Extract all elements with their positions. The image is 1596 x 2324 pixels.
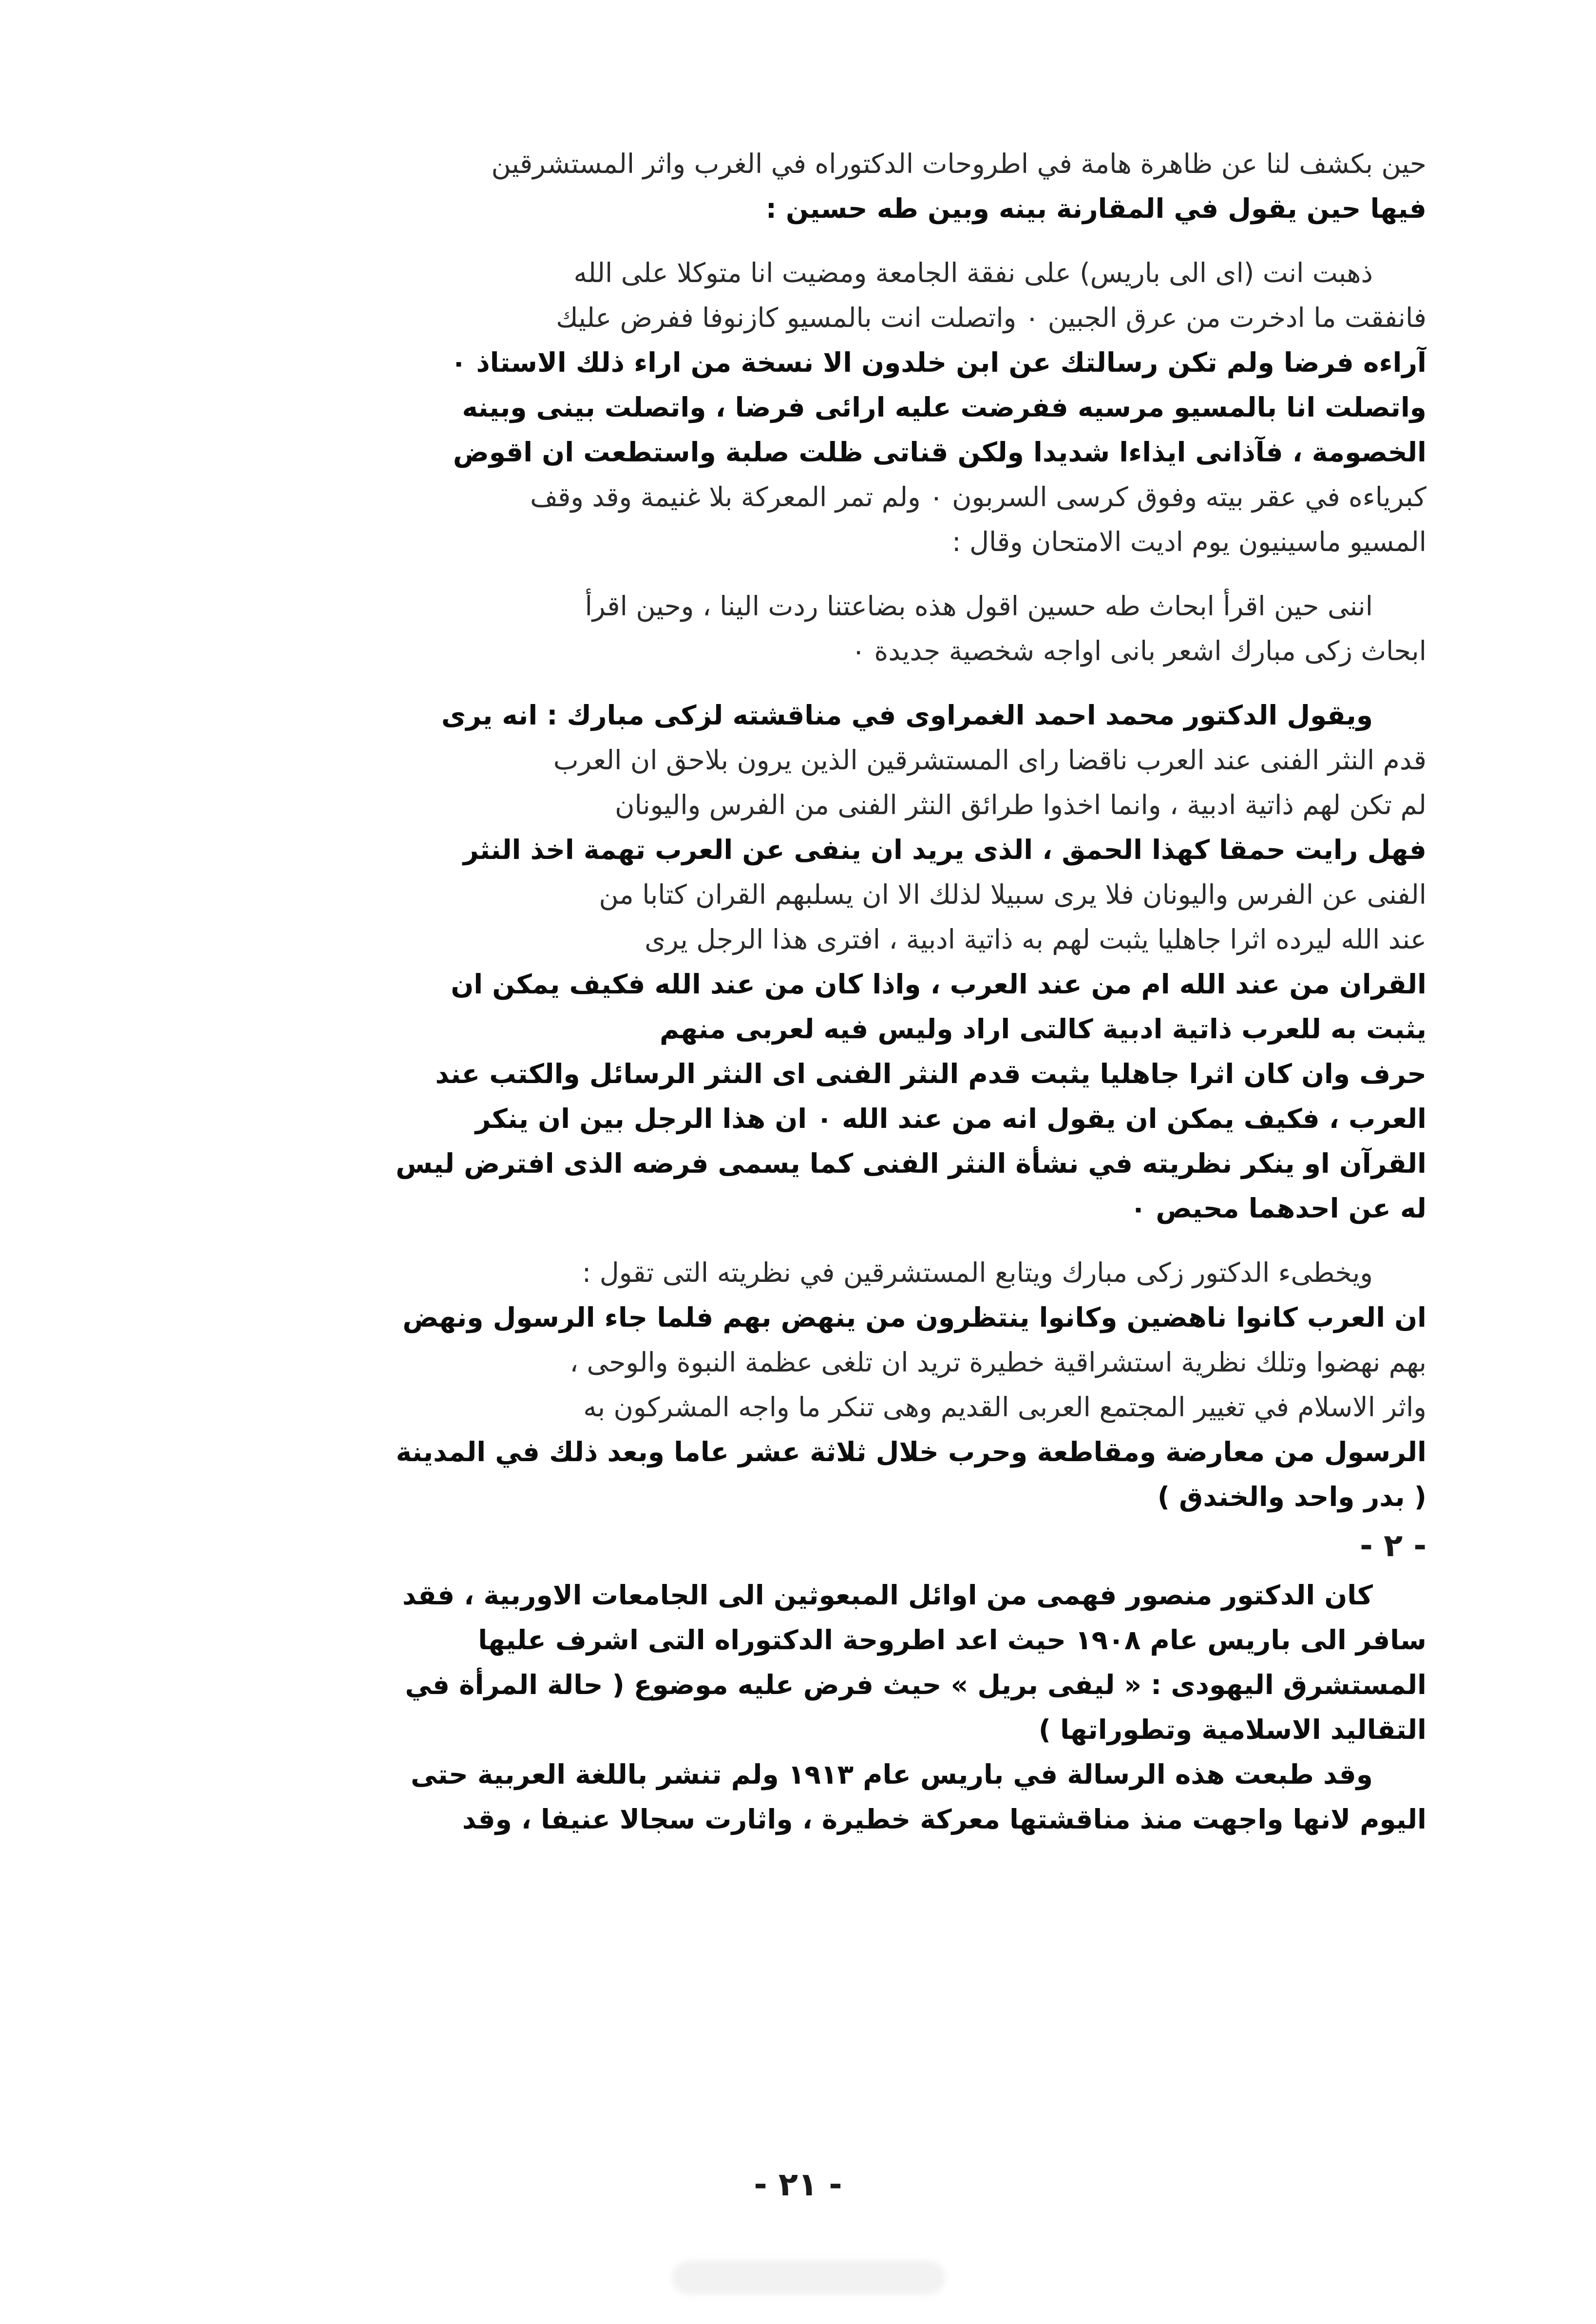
scan-smudge bbox=[672, 2261, 945, 2295]
text-line: اننى حين اقرأ ابحاث طه حسين اقول هذه بضاعتنا ردت الينا ، وحين اقرأ bbox=[585, 591, 1373, 622]
text-line: الفنى عن الفرس واليونان فلا يرى سبيلا لذلك الا ان يسلبهم القران كتابا من bbox=[599, 879, 1426, 910]
text-line: حرف وان كان اثرا جاهليا يثبت قدم النثر الفنى اى النثر الرسائل والكتب عند bbox=[435, 1058, 1426, 1089]
text-column bbox=[184, 141, 1426, 1842]
page-number: - ٢١ - bbox=[754, 2166, 842, 2203]
section-mark: - ٢ - bbox=[1360, 1528, 1426, 1564]
text-line: حين بكشف لنا عن ظاهرة هامة في اطروحات الدكتوراه في الغرب واثر المستشرقين bbox=[491, 148, 1426, 179]
text-line: قدم النثر الفنى عند العرب ناقضا راى المستشرقين الذين يرون بلاحق ان العرب bbox=[553, 744, 1426, 776]
text-line: ( بدر واحد والخندق ) bbox=[1157, 1481, 1426, 1512]
text-line: ويقول الدكتور محمد احمد الغمراوى في مناقشته لزكى مبارك : انه يرى bbox=[441, 700, 1373, 731]
text-line: المسيو ماسينيون يوم اديت الامتحان وقال : bbox=[951, 526, 1426, 557]
text-line: عند الله ليرده اثرا جاهليا يثبت لهم به ذاتية ادبية ، افترى هذا الرجل يرى bbox=[645, 924, 1426, 955]
text-line: واتصلت انا بالمسيو مرسيه ففرضت عليه ارائى فرضا ، واتصلت بينى وبينه bbox=[462, 392, 1426, 423]
text-line: فانفقت ما ادخرت من عرق الجبين ٠ واتصلت انت بالمسيو كازنوفا ففرض عليك bbox=[556, 302, 1426, 333]
text-line: كبرياءه في عقر بيته وفوق كرسى السربون ٠ ولم تمر المعركة بلا غنيمة وقد وقف bbox=[530, 481, 1426, 513]
text-line: الرسول من معارضة ومقاطعة وحرب خلال ثلاثة عشر عاما وبعد ذلك في المدينة bbox=[396, 1436, 1426, 1467]
text-line: كان الدكتور منصور فهمى من اوائل المبعوثين الى الجامعات الاوربية ، فقد bbox=[402, 1580, 1373, 1611]
paragraph-gap bbox=[184, 673, 1426, 693]
text-line: الخصومة ، فآذانى ايذاءا شديدا ولكن قناتى ظلت صلبة واستطعت ان اقوض bbox=[453, 437, 1426, 468]
text-line: بهم نهضوا وتلك نظرية استشراقية خطيرة تريد ان تلغى عظمة النبوة والوحى ، bbox=[570, 1347, 1426, 1378]
text-line: القران من عند الله ام من عند العرب ، واذا كان من عند الله فكيف يمكن ان bbox=[451, 969, 1426, 1000]
text-line: له عن احدهما محيص ٠ bbox=[1130, 1193, 1426, 1224]
paragraph-gap bbox=[184, 564, 1426, 584]
text-line: وقد طبعت هذه الرسالة في باريس عام ١٩١٣ ولم تنشر باللغة العربية حتى bbox=[411, 1759, 1373, 1790]
text-line: ويخطىء الدكتور زكى مبارك ويتابع المستشرقين في نظريته التى تقول : bbox=[582, 1257, 1373, 1288]
text-line: فهل رايت حمقا كهذا الحمق ، الذى يريد ان ينفى عن العرب تهمة اخذ النثر bbox=[463, 834, 1426, 865]
paragraph-gap bbox=[184, 231, 1426, 250]
text-line: المستشرق اليهودى : « ليفى بريل » حيث فرض عليه موضوع ( حالة المرأة في bbox=[405, 1669, 1426, 1700]
text-line: لم تكن لهم ذاتية ادبية ، وانما اخذوا طرائق النثر الفنى من الفرس واليونان bbox=[615, 789, 1426, 820]
paragraph-gap bbox=[184, 1231, 1426, 1250]
text-line: يثبت به للعرب ذاتية ادبية كالتى اراد وليس فيه لعربى منهم bbox=[660, 1013, 1426, 1045]
text-line: ابحاث زكى مبارك اشعر بانى اواجه شخصية جديدة ٠ bbox=[851, 635, 1426, 667]
text-line: التقاليد الاسلامية وتطوراتها ) bbox=[1038, 1714, 1426, 1745]
text-line: واثر الاسلام في تغيير المجتمع العربى القديم وهى تنكر ما واجه المشركون به bbox=[583, 1391, 1426, 1423]
text-line: العرب ، فكيف يمكن ان يقول انه من عند الله ٠ ان هذا الرجل بين ان ينكر bbox=[475, 1103, 1426, 1134]
text-line: اليوم لانها واجهت منذ مناقشتها معركة خطيرة ، واثارت سجالا عنيفا ، وقد bbox=[462, 1804, 1426, 1835]
text-line: سافر الى باريس عام ١٩٠٨ حيث اعد اطروحة الدكتوراه التى اشرف عليها bbox=[478, 1624, 1426, 1656]
text-line: آراءه فرضا ولم تكن رسالتك عن ابن خلدون الا نسخة من اراء ذلك الاستاذ ٠ bbox=[450, 347, 1426, 378]
text-line: القرآن او ينكر نظريته في نشأة النثر الفنى كما يسمى فرضه الذى افترض ليس bbox=[396, 1148, 1426, 1179]
text-line: فيها حين يقول في المقارنة بينه وبين طه حسين : bbox=[765, 193, 1426, 224]
text-line: ذهبت انت (اى الى باريس) على نفقة الجامعة ومضيت انا متوكلا على الله bbox=[573, 257, 1373, 288]
text-line: ان العرب كانوا ناهضين وكانوا ينتظرون من ينهض بهم فلما جاء الرسول ونهض bbox=[402, 1302, 1426, 1333]
